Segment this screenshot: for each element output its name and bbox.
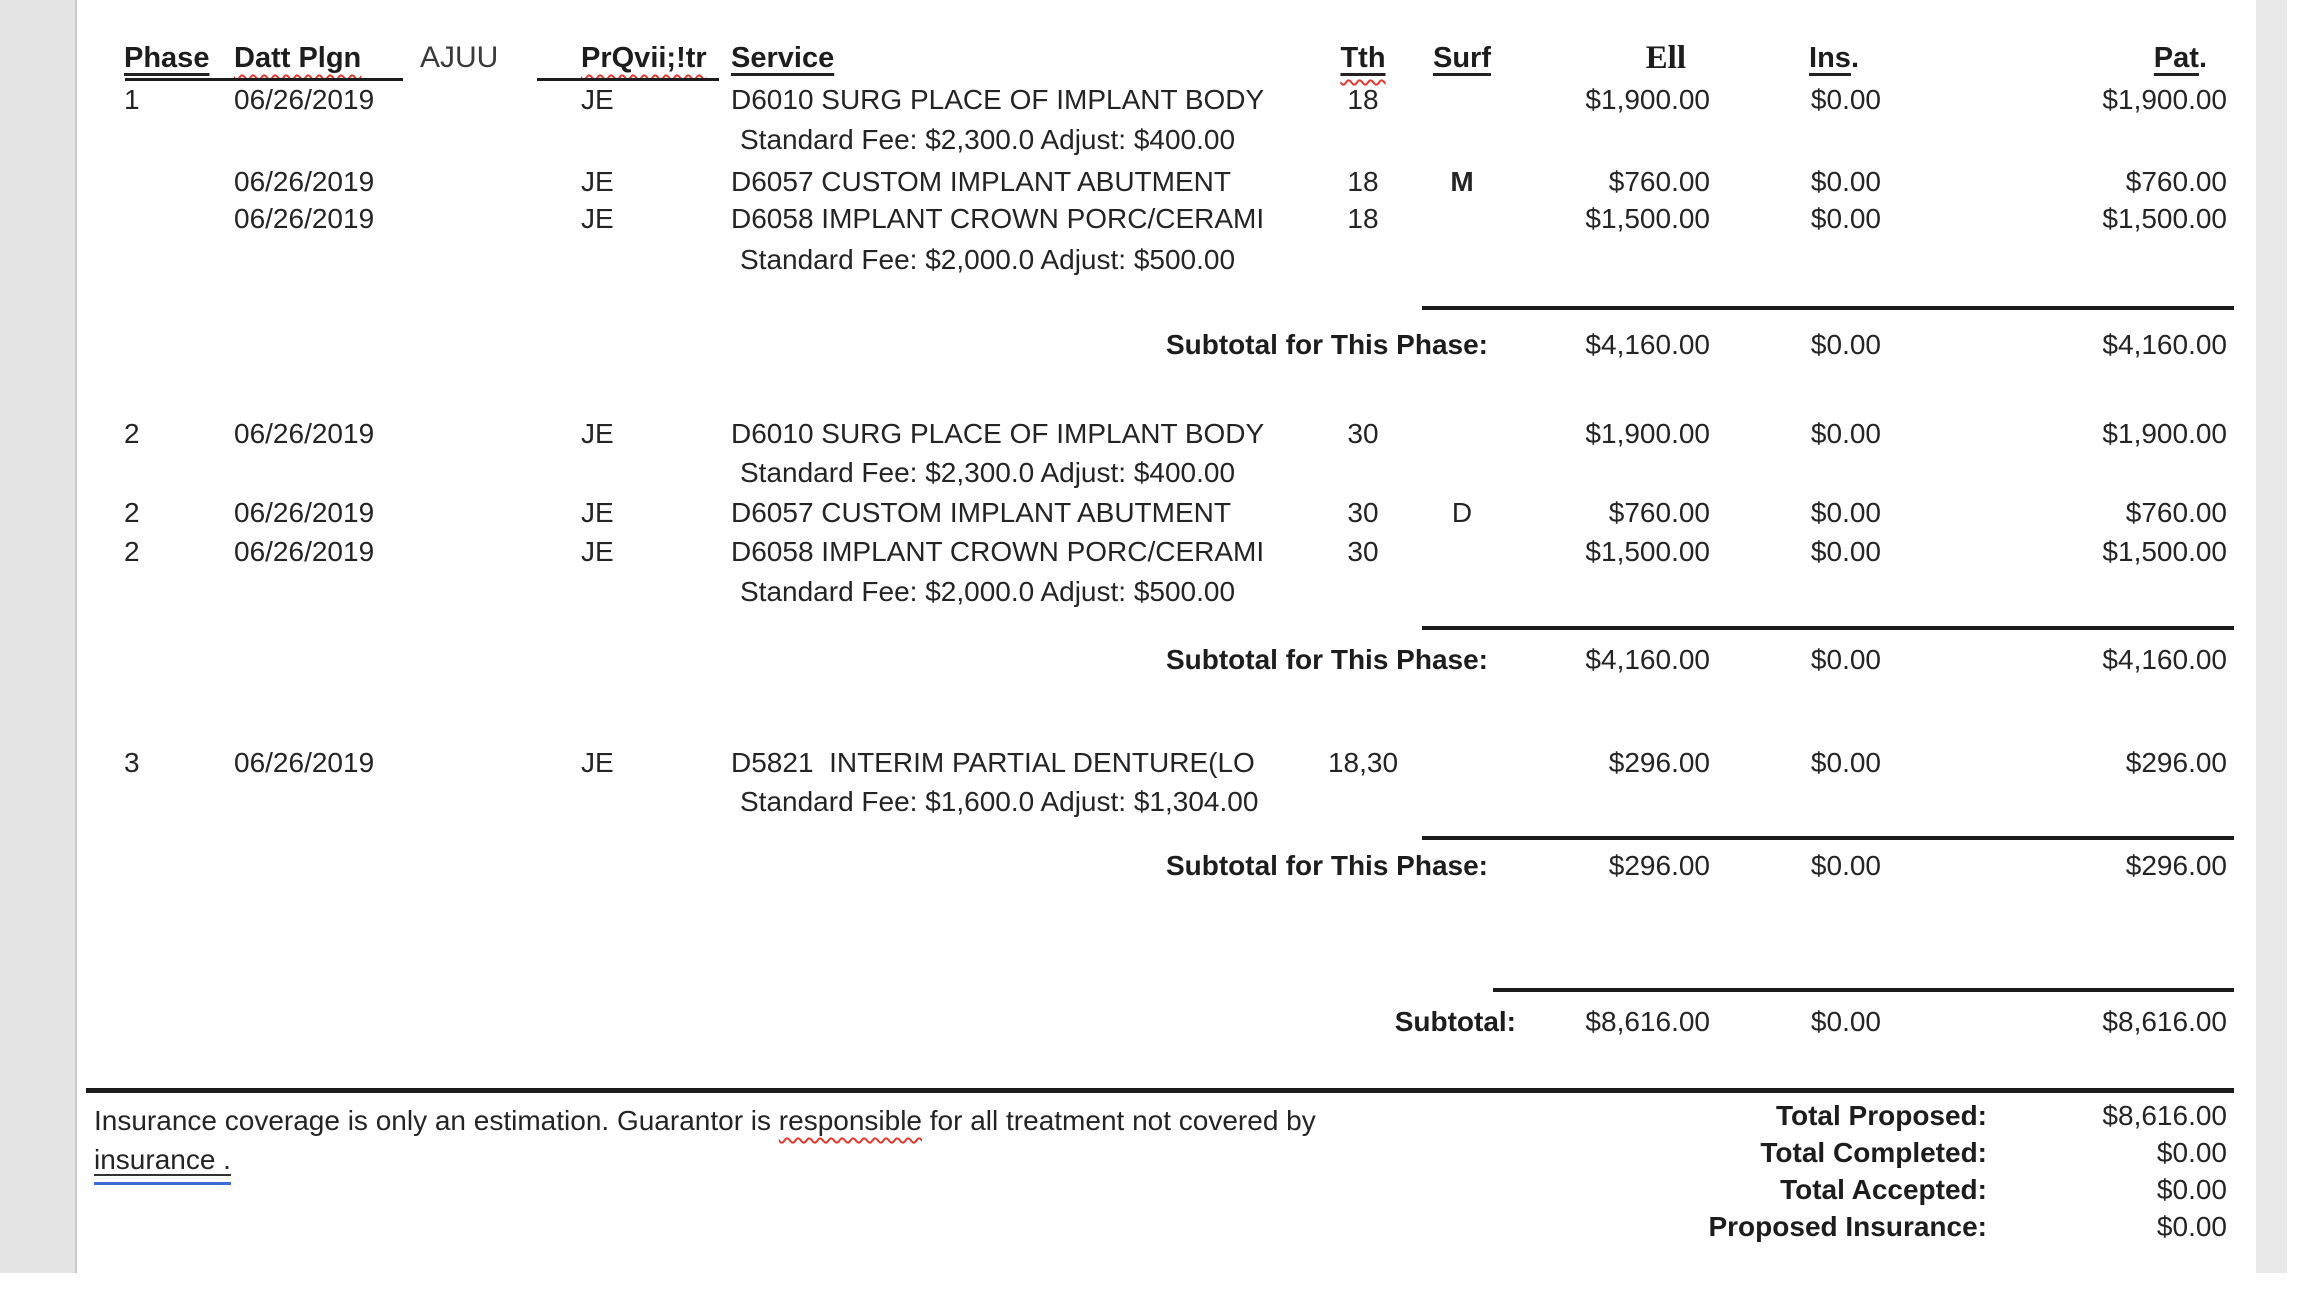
subtotal-insurance: $0.00 [1810, 329, 1881, 360]
standard-fee-note-row [78, 782, 2256, 822]
left-margin-gutter [0, 0, 77, 1273]
phase-cell: 3 [124, 747, 140, 778]
fee-cell: $760.00 [1608, 166, 1710, 197]
grand-subtotal-label: Subtotal: [1394, 1006, 1516, 1037]
subtotal-divider [1422, 306, 2234, 310]
fee-cell: $1,500.00 [1585, 536, 1710, 567]
grand-subtotal-patient: $8,616.00 [2102, 1006, 2227, 1037]
total-row [78, 1096, 2256, 1136]
grand-subtotal-fee: $8,616.00 [1585, 1006, 1710, 1037]
total-accepted-label: Total Accepted: [1780, 1174, 1987, 1205]
grand-subtotal-divider [1493, 988, 2234, 992]
fee-cell: $1,500.00 [1585, 203, 1710, 234]
standard-fee-note-row [78, 120, 2256, 160]
phase-subtotal-row [78, 640, 2256, 680]
insurance-cell: $0.00 [1810, 536, 1881, 567]
service-row [78, 80, 2256, 120]
column-header-provider [560, 38, 730, 78]
provider-cell: JE [581, 747, 614, 778]
column-header-provider-label: PrQvii;!tr [581, 42, 707, 74]
phase-cell: 2 [124, 418, 140, 449]
provider-cell: JE [581, 536, 614, 567]
standard-fee-note: Standard Fee: $2,000.0 Adjust: $500.00 [740, 244, 1236, 275]
insurance-cell: $0.00 [1810, 747, 1881, 778]
column-header-insurance [1731, 38, 1881, 78]
date-cell: 06/26/2019 [234, 166, 375, 197]
total-proposed-label: Total Proposed: [1775, 1100, 1987, 1131]
tooth-cell: 18,30 [1327, 747, 1399, 778]
service-row [78, 493, 2256, 533]
service-row [78, 532, 2256, 572]
standard-fee-note: Standard Fee: $2,300.0 Adjust: $400.00 [740, 457, 1236, 488]
date-cell: 06/26/2019 [234, 418, 375, 449]
column-header-phase-label: Phase [124, 42, 210, 74]
service-cell: D6058 IMPLANT CROWN PORC/CERAMI [731, 203, 1265, 234]
service-cell: D5821 INTERIM PARTIAL DENTURE(LO [731, 747, 1255, 778]
patient-cell: $760.00 [2125, 166, 2227, 197]
proposed-insurance-value: $0.00 [2156, 1211, 2227, 1242]
subtotal-insurance: $0.00 [1810, 644, 1881, 675]
insurance-cell: $0.00 [1810, 418, 1881, 449]
fee-cell: $760.00 [1608, 497, 1710, 528]
proposed-insurance-label: Proposed Insurance: [1708, 1211, 1987, 1242]
scrollbar-track[interactable] [2256, 0, 2287, 1273]
service-cell: D6010 SURG PLACE OF IMPLANT BODY [731, 418, 1265, 449]
column-header-tooth [1315, 38, 1411, 78]
footer-divider [86, 1088, 2234, 1093]
subtotal-insurance: $0.00 [1810, 850, 1881, 881]
service-row [78, 414, 2256, 454]
column-header-service-label: Service [731, 42, 835, 74]
total-completed-value: $0.00 [2156, 1137, 2227, 1168]
subtotal-fee: $4,160.00 [1585, 329, 1710, 360]
provider-cell: JE [581, 497, 614, 528]
column-header-patient [1947, 38, 2227, 78]
disclaimer-part2: for all treatment not covered by [922, 1105, 1316, 1136]
insurance-cell: $0.00 [1810, 203, 1881, 234]
insurance-cell: $0.00 [1810, 84, 1881, 115]
surface-cell: M [1450, 166, 1474, 197]
subtotal-label: Subtotal for This Phase: [1165, 850, 1488, 881]
column-header-phase [124, 38, 224, 78]
patient-cell: $1,500.00 [2102, 536, 2227, 567]
column-header-service [731, 38, 1391, 78]
subtotal-fee: $4,160.00 [1585, 644, 1710, 675]
disclaimer-flagged-word: responsible [778, 1105, 922, 1136]
fee-cell: $296.00 [1608, 747, 1710, 778]
subtotal-patient: $4,160.00 [2102, 329, 2227, 360]
provider-cell: JE [581, 166, 614, 197]
phase-cell: 1 [124, 84, 140, 115]
date-cell: 06/26/2019 [234, 497, 375, 528]
provider-cell: JE [581, 418, 614, 449]
column-header-tooth-label: Tth [1340, 42, 1386, 74]
service-row [78, 162, 2256, 202]
service-cell: D6010 SURG PLACE OF IMPLANT BODY [731, 84, 1265, 115]
total-proposed-value: $8,616.00 [2102, 1100, 2227, 1131]
patient-cell: $1,900.00 [2102, 84, 2227, 115]
subtotal-patient: $4,160.00 [2102, 644, 2227, 675]
service-cell: D6057 CUSTOM IMPLANT ABUTMENT [731, 497, 1231, 528]
column-header-fee: Ell [1645, 40, 1686, 76]
column-header-tooth-underline [1340, 42, 1385, 74]
insurance-cell: $0.00 [1810, 497, 1881, 528]
tooth-cell: 18 [1347, 166, 1379, 197]
column-header-extra: AJUU [420, 41, 499, 74]
column-header-surface-label: Surf [1433, 42, 1491, 74]
subtotal-patient: $296.00 [2125, 850, 2227, 881]
column-header-surface [1417, 38, 1507, 78]
service-cell: D6058 IMPLANT CROWN PORC/CERAMI [731, 536, 1265, 567]
phase-subtotal-row [78, 846, 2256, 886]
total-row [78, 1170, 2256, 1210]
service-row [78, 199, 2256, 239]
total-accepted-value: $0.00 [2156, 1174, 2227, 1205]
patient-cell: $1,900.00 [2102, 418, 2227, 449]
service-cell: D6057 CUSTOM IMPLANT ABUTMENT [731, 166, 1231, 197]
date-cell: 06/26/2019 [234, 203, 375, 234]
tooth-cell: 30 [1347, 418, 1379, 449]
tooth-cell: 18 [1347, 203, 1379, 234]
disclaimer-insurance-word: insurance . [94, 1144, 231, 1185]
date-cell: 06/26/2019 [234, 747, 375, 778]
date-cell: 06/26/2019 [234, 84, 375, 115]
fee-cell: $1,900.00 [1585, 418, 1710, 449]
date-cell: 06/26/2019 [234, 536, 375, 567]
standard-fee-note-row [78, 453, 2256, 493]
standard-fee-note: Standard Fee: $1,600.0 Adjust: $1,304.00 [740, 786, 1259, 817]
phase-subtotal-row [78, 325, 2256, 365]
total-completed-label: Total Completed: [1760, 1137, 1987, 1168]
subtotal-label: Subtotal for This Phase: [1165, 329, 1488, 360]
disclaimer-part1: Insurance coverage is only an estimation. Guarantor is [94, 1105, 779, 1136]
phase-cell: 2 [124, 536, 140, 567]
grand-subtotal-row [78, 1002, 2256, 1042]
insurance-cell: $0.00 [1810, 166, 1881, 197]
tooth-cell: 30 [1347, 497, 1379, 528]
treatment-plan-page [78, 0, 2256, 1296]
column-header-insurance-label: Ins [1809, 42, 1851, 74]
service-row [78, 743, 2256, 783]
standard-fee-note-row [78, 240, 2256, 280]
subtotal-label: Subtotal for This Phase: [1165, 644, 1488, 675]
column-header-patient-label: Pat [2153, 42, 2199, 74]
patient-cell: $760.00 [2125, 497, 2227, 528]
table-header-row [78, 38, 2256, 78]
surface-cell: D [1451, 497, 1473, 528]
total-row [78, 1207, 2256, 1247]
standard-fee-note: Standard Fee: $2,000.0 Adjust: $500.00 [740, 576, 1236, 607]
standard-fee-note-row [78, 572, 2256, 612]
column-header-date-label: Datt Plgn [234, 42, 362, 74]
fee-cell: $1,900.00 [1585, 84, 1710, 115]
subtotal-divider [1422, 836, 2234, 840]
total-row [78, 1133, 2256, 1173]
column-header-patient-period: . [2198, 42, 2207, 74]
column-header-insurance-period: . [1850, 42, 1859, 74]
subtotal-divider [1422, 626, 2234, 630]
phase-cell: 2 [124, 497, 140, 528]
tooth-cell: 30 [1347, 536, 1379, 567]
provider-cell: JE [581, 84, 614, 115]
subtotal-fee: $296.00 [1608, 850, 1710, 881]
patient-cell: $1,500.00 [2102, 203, 2227, 234]
grand-subtotal-insurance: $0.00 [1810, 1006, 1881, 1037]
standard-fee-note: Standard Fee: $2,300.0 Adjust: $400.00 [740, 124, 1236, 155]
provider-cell: JE [581, 203, 614, 234]
patient-cell: $296.00 [2125, 747, 2227, 778]
tooth-cell: 18 [1347, 84, 1379, 115]
